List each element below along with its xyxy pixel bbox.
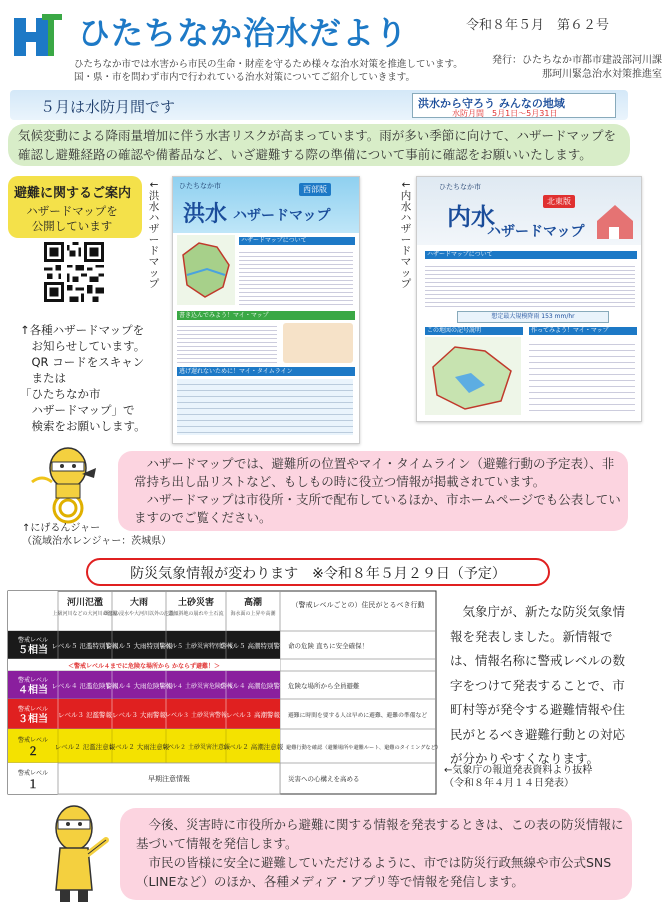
table-cell: レベル３ 大雨警報 bbox=[111, 711, 167, 719]
poster-date: 水防月間 5月1日～5月31日 bbox=[452, 109, 558, 118]
level-label: 警戒レベル bbox=[17, 677, 49, 684]
level-number: ３相当 bbox=[18, 714, 48, 725]
level4-evacuate-bar: ＜警戒レベル４までに危険な場所から かならず避難！＞ bbox=[67, 663, 221, 670]
map-area-icon bbox=[177, 235, 235, 305]
mascot-caption-line: ↑にげるんジャー bbox=[22, 523, 101, 534]
table-cell: レベル５ 高潮特別警報 bbox=[219, 642, 287, 650]
hazard-desc-line: ↑各種ハザードマップを bbox=[20, 323, 145, 337]
inland-map-label: ←内水ハザードマップ bbox=[400, 179, 412, 290]
column-desc: 上級河川などの大河川の氾濫 bbox=[52, 611, 118, 617]
map-timeline-block bbox=[177, 379, 353, 435]
table-cell: レベル５ 氾濫特別警報 bbox=[51, 642, 119, 650]
table-cell: レベル４ 大雨危険警報 bbox=[105, 682, 173, 690]
map-title-big: 洪水 bbox=[183, 202, 228, 227]
paragraph: 今後、災害時に市役所から避難に関する情報を発表するときは、この表の防災情報に基づいて情報を発信します。 bbox=[136, 817, 624, 851]
level-label: 警戒レベル bbox=[17, 770, 49, 777]
action-text: 避難に時間を要する人は早めに避難、避難の準備など bbox=[288, 713, 428, 719]
table-cell: 早期注意情報 bbox=[148, 775, 190, 783]
ninja-mascot-icon bbox=[22, 438, 102, 524]
hazard-desc-line: または bbox=[20, 371, 66, 385]
table-cell: レベル４ 土砂災害危険警報 bbox=[159, 683, 233, 690]
map-text-block bbox=[425, 263, 635, 307]
map-title-rest: ハザードマップ bbox=[487, 224, 585, 240]
house-icon bbox=[593, 199, 637, 243]
announcement-text bbox=[136, 815, 626, 891]
table-cell: レベル２ 氾濫注意報 bbox=[54, 743, 116, 751]
map-section-header: ハザードマップについて bbox=[239, 237, 355, 245]
level-number: ４相当 bbox=[18, 685, 48, 696]
source-line: ←気象庁の報道発表資料より抜粋 bbox=[444, 765, 593, 776]
flood-map-label: ←洪水ハザードマップ bbox=[148, 179, 160, 290]
banner-text: ５月は水防月間です bbox=[40, 98, 176, 116]
level-label: 警戒レベル bbox=[17, 737, 49, 744]
section-title: 防災気象情報が変わります ※令和８年５月２９日（予定） bbox=[130, 566, 506, 582]
column-desc: 既知の浸水や大河川以外の氾濫 bbox=[103, 611, 175, 617]
city-logo-icon bbox=[12, 10, 64, 60]
intro-line: ひたちなか市では水害から市民の生命・財産を守るため様々な治水対策を推進しています。 bbox=[74, 59, 463, 70]
publisher bbox=[492, 54, 662, 82]
hazard-desc-line: 検索をお願いします。 bbox=[20, 419, 146, 433]
map-text-block bbox=[239, 249, 353, 305]
column-header: 大雨 bbox=[129, 598, 149, 608]
inland-hazard-map-thumbnail[interactable] bbox=[416, 176, 642, 422]
qr-code-icon[interactable] bbox=[44, 242, 104, 302]
map-text-block bbox=[177, 323, 277, 363]
map-illustration bbox=[283, 323, 353, 363]
hazard-info-subtitle: ハザードマップを公開しています bbox=[26, 204, 118, 233]
level-label: 警戒レベル bbox=[17, 706, 49, 713]
map-section-header: この地図の記号説明 bbox=[425, 327, 523, 335]
map-section-header: 書き込んでみよう！マイ・マップ bbox=[177, 311, 355, 320]
level-number: １ bbox=[27, 778, 39, 791]
map-section-header: ハザードマップについて bbox=[425, 251, 637, 259]
column-desc: 海水面の上昇や高潮 bbox=[230, 611, 276, 617]
hazard-desc-line: ハザードマップ」で bbox=[20, 403, 135, 417]
table-cell: レベル２ 大雨注意報 bbox=[108, 743, 170, 751]
publisher-line: 発行：ひたちなか市都市建設部河川課 bbox=[492, 55, 662, 66]
notice-text: 気候変動による降雨量増加に伴う水害リスクが高まっています。雨が多い季節に向けて、ハザードマップを確認し避難経路の確認や備蓄品など、いざ避難する際の準備について事前に確認をお願いいたします。 bbox=[18, 128, 617, 162]
intro-text bbox=[74, 58, 463, 84]
warning-level-table bbox=[8, 591, 441, 794]
paragraph: 市民の皆様に安全に避難していただけるように、市では防災行政無線や市公式SNS（LINEなど）のほか、各種メディア・アプリ等で情報を発信します。 bbox=[136, 855, 612, 889]
level-number: ５相当 bbox=[18, 645, 48, 656]
map-edition-badge: 北東版 bbox=[543, 195, 575, 208]
action-text: 災害への心構えを高める bbox=[288, 775, 360, 783]
intro-line: 国・県・市を問わず市内で行われている治水対策についてご紹介していきます。 bbox=[74, 72, 416, 83]
action-header: （警戒レベルごとの）住民がとるべき行動 bbox=[291, 601, 425, 609]
issue-number: 令和８年５月 第６２号 bbox=[466, 18, 610, 33]
table-cell: レベル３ 高潮警報 bbox=[225, 711, 281, 719]
map-title-rest: ハザードマップ bbox=[233, 208, 331, 224]
page-title: ひたちなか治水だより bbox=[78, 14, 409, 52]
paragraph: ハザードマップでは、避難所の位置やマイ・タイムライン（避難行動の予定表）、非常持ち出し品リストなど、もしもの時に役立つ情報が掲載されています。 bbox=[134, 456, 615, 489]
action-text: 命の危険 直ちに安全確保！ bbox=[288, 642, 369, 650]
table-cell: レベル４ 氾濫危険警報 bbox=[51, 682, 119, 690]
hazard-description bbox=[20, 322, 146, 434]
table-cell: レベル５ 土砂災害特別警報 bbox=[159, 643, 233, 650]
column-desc: 急傾斜地の崩れや土石流 bbox=[168, 611, 224, 617]
source-line: （令和８年４月１４日発表） bbox=[444, 778, 574, 789]
table-cell: レベル２ 高潮注意報 bbox=[222, 743, 284, 751]
table-cell: レベル３ 土砂災害警報 bbox=[165, 712, 227, 719]
hazard-info-title: 避難に関するご案内 bbox=[14, 186, 132, 201]
ninja-mascot-icon bbox=[36, 800, 116, 904]
level-number: ２ bbox=[27, 745, 39, 758]
column-header: 高潮 bbox=[243, 598, 263, 608]
action-text: 危険な場所から全員避難 bbox=[288, 682, 360, 690]
hazard-desc-line: お知らせしています。 bbox=[20, 339, 146, 353]
publisher-line: 那珂川緊急治水対策推進室 bbox=[542, 69, 662, 80]
map-area-icon bbox=[425, 337, 521, 415]
table-cell: レベル５ 大雨特別警報 bbox=[105, 642, 173, 650]
map-section-header: 逃げ遅れないために！マイ・タイムライン bbox=[177, 367, 355, 376]
map-city: ひたちなか市 bbox=[439, 183, 481, 191]
table-cell: レベル２ 土砂災害注意報 bbox=[162, 744, 230, 751]
map-rainfall: 想定最大規模降雨 153 mm/hr bbox=[457, 311, 609, 323]
map-section-header: 作ってみよう！マイ・マップ bbox=[529, 327, 637, 335]
paragraph: ハザードマップは市役所・支所で配布しているほか、市ホームページでも公表していますのでご覧ください。 bbox=[134, 492, 621, 525]
level-label: 警戒レベル bbox=[17, 637, 49, 644]
poster-title: 洪水から守ろう みんなの地域 bbox=[418, 97, 565, 110]
flood-hazard-map-thumbnail[interactable] bbox=[172, 176, 360, 444]
map-title-big: 内水 bbox=[447, 203, 495, 231]
table-cell: レベル３ 氾濫警報 bbox=[57, 711, 113, 719]
map-text-block bbox=[529, 339, 635, 415]
map-city: ひたちなか市 bbox=[179, 182, 221, 190]
hazard-map-info-text bbox=[134, 455, 624, 527]
mascot-caption-line: （流域治水レンジャー：茨城県） bbox=[22, 536, 172, 547]
table-cell: レベル４ 高潮危険警報 bbox=[219, 682, 287, 690]
hazard-desc-line: 「ひたちなか市 bbox=[20, 387, 101, 401]
jma-info-text: 気象庁が、新たな防災気象情報を発表しました。新情報では、情報名称に警戒レベルの数字をつけて発表することで、市町村等が発令する避難情報や住民がとるべき避難行動との対応が分かりやすくなります。 bbox=[450, 604, 626, 766]
hazard-desc-line: QR コードをスキャン bbox=[20, 355, 145, 369]
source-note bbox=[444, 764, 592, 790]
column-header: 河川氾濫 bbox=[66, 598, 104, 608]
map-edition-badge: 西部版 bbox=[299, 183, 331, 196]
action-text: 避難行動を確認（避難場所や避難ルート、避難のタイミングなど） bbox=[286, 745, 441, 751]
column-header: 土砂災害 bbox=[177, 598, 215, 608]
